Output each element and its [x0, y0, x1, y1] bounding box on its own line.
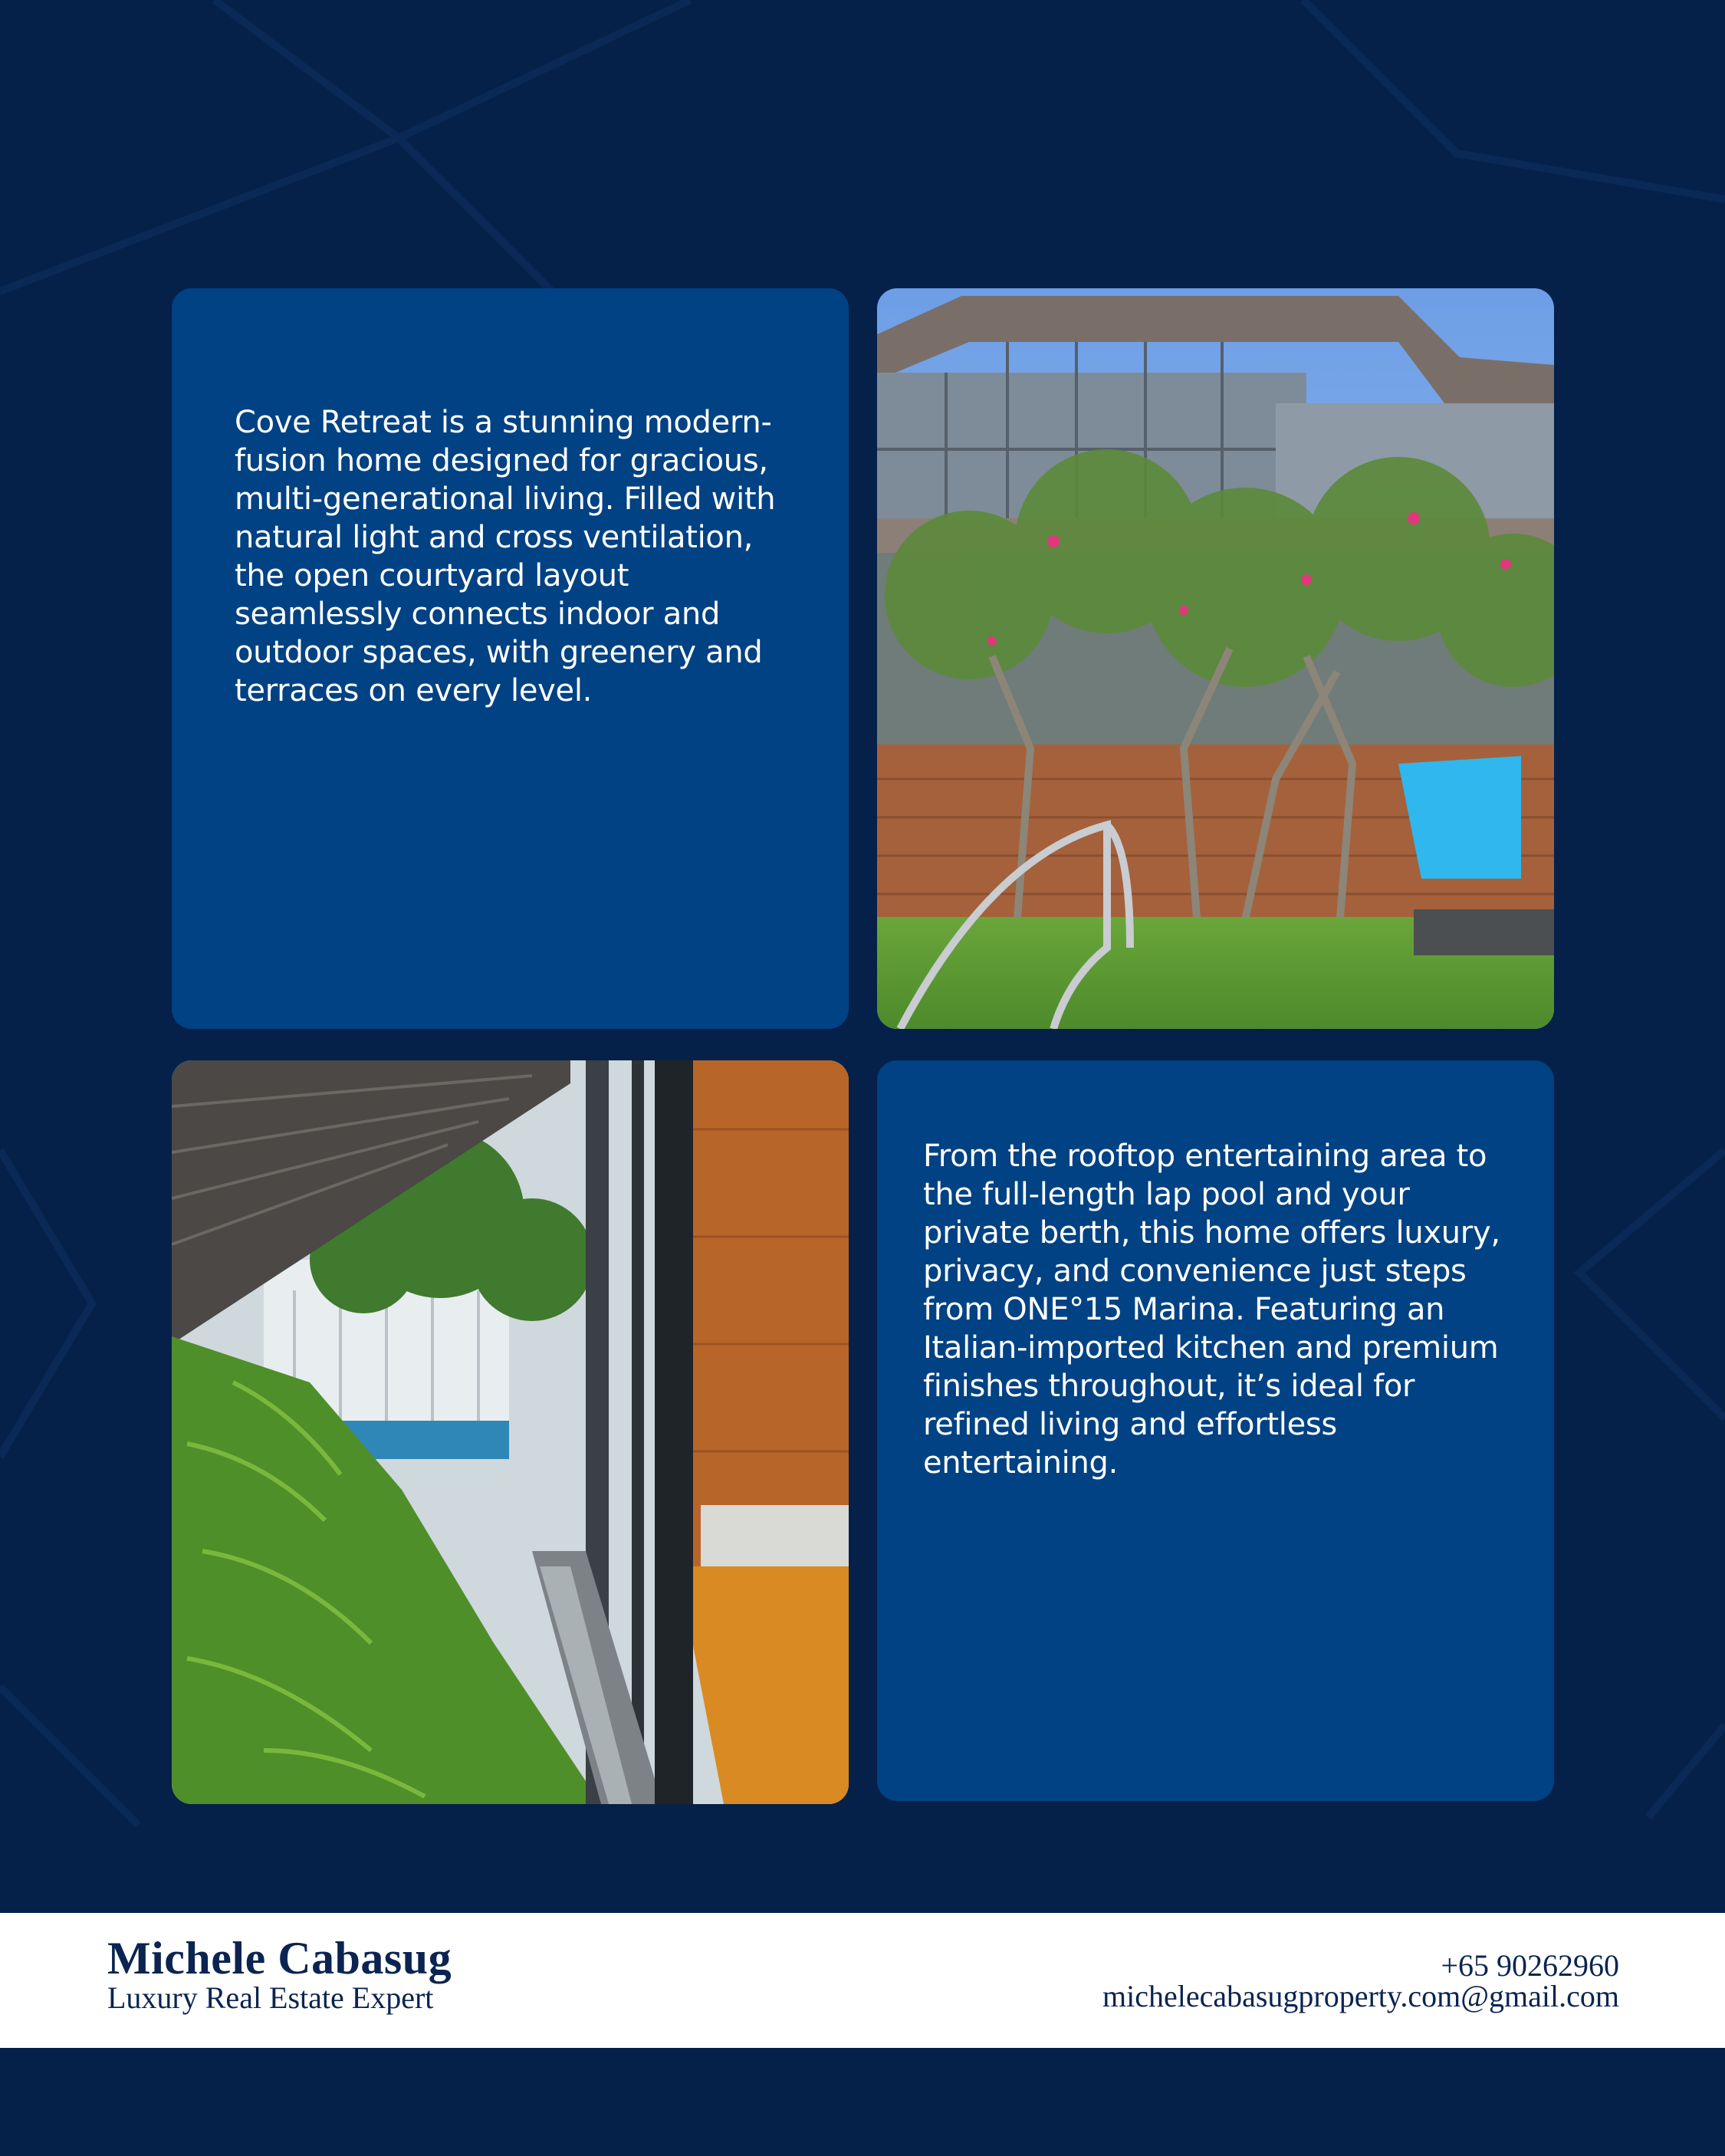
features-paragraph: From the rooftop entertaining area to the full-length lap pool and your private berth, this home offers luxury, privacy, and convenience just steps from ONE°15 Marina. Featuring an Italian-imported kitchen and premium finishes throughout, it’s ideal for refined living and effortless entertaining.	[923, 1139, 1500, 1481]
phone-number[interactable]: +65 90262960	[1441, 1948, 1619, 1983]
email-address[interactable]: michelecabasugproperty.com@gmail.com	[1102, 1979, 1619, 2013]
intro-text-card	[172, 288, 849, 1029]
agent-name: Michele Cabasug	[107, 1933, 452, 1983]
features-text-card	[877, 1060, 1554, 1801]
house-exterior-photo	[877, 288, 1554, 1029]
agent-title: Luxury Real Estate Expert	[107, 1980, 434, 2015]
courtyard-view-photo	[172, 1060, 849, 1804]
intro-paragraph: Cove Retreat is a stunning modern-fusion home designed for gracious, multi-generational living. Filled with natural light and cross ventilation, the open courtyard layout seamlessly connects indoor and outdoor spaces, with greenery and terraces on every level.	[235, 405, 776, 708]
